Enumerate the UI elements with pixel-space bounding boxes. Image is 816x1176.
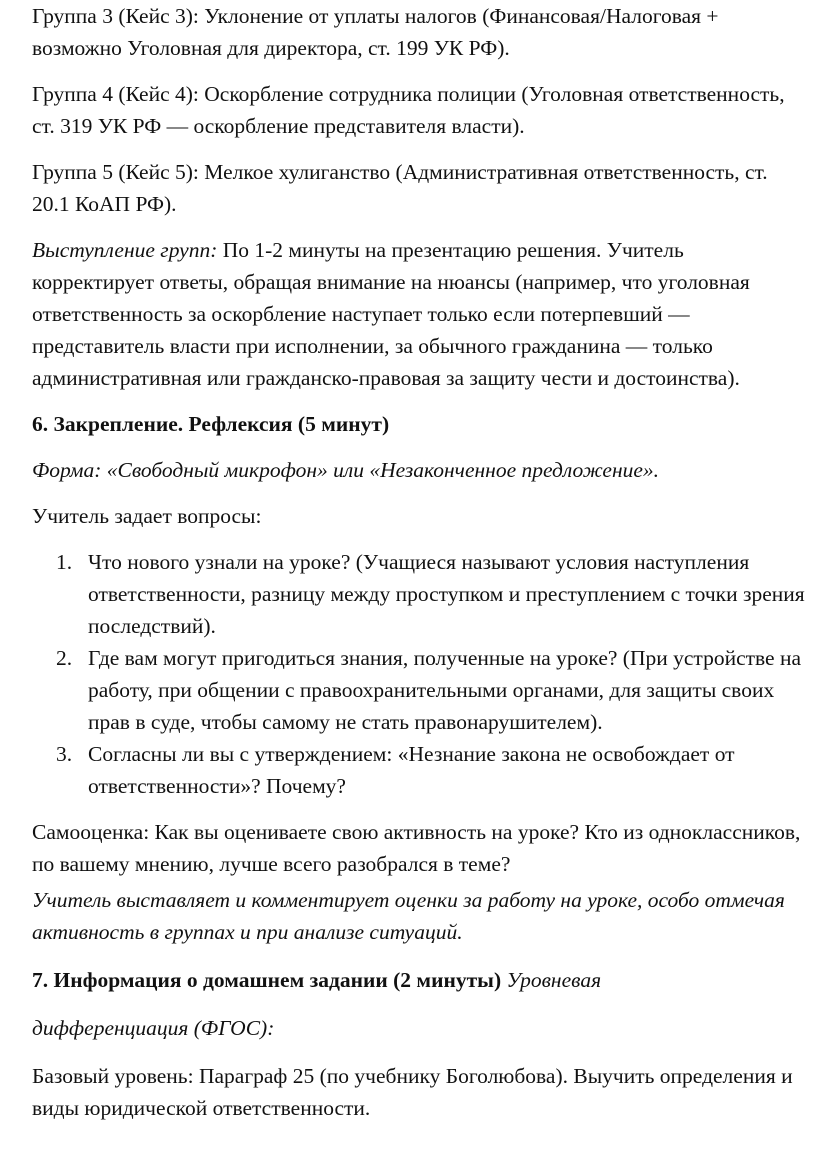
self-assessment-paragraph: Самооценка: Как вы оцениваете свою активность на уроке? Кто из одноклассников, по вашему мнению, лучше всего разобрался в теме?: [32, 820, 801, 876]
presentation-text: По 1-2 минуты на презентацию решения. Учитель корректирует ответы, обращая внимание на нюансы (например, что уголовная ответственность за оскорбление наступает только если потерпевший — представитель власти при исполнении, за обычного гражданина — только административная или гражданско-правовая за защиту чести и достоинства).: [32, 238, 750, 390]
teacher-note-paragraph: Учитель выставляет и комментирует оценки за работу на уроке, особо отмечая активность в группах и при анализе ситуаций.: [32, 888, 785, 944]
group-3-paragraph: Группа 3 (Кейс 3): Уклонение от уплаты налогов (Финансовая/Налоговая + возможно Уголовная для директора, ст. 199 УК РФ).: [32, 4, 719, 60]
group-5-paragraph: Группа 5 (Кейс 5): Мелкое хулиганство (Административная ответственность, ст. 20.1 КоАП РФ).: [32, 160, 768, 216]
section-7-subtitle-part2: дифференциация (ФГОС):: [32, 1016, 275, 1040]
list-item-text: Что нового узнали на уроке? (Учащиеся называют условия наступления ответственности, разницу между проступком и преступлением с точки зрения последствий).: [88, 550, 805, 638]
section-7-heading: [32, 964, 808, 996]
presentation-paragraph: [32, 234, 808, 394]
document-page: [32, 0, 808, 1124]
list-item-text: Согласны ли вы с утверждением: «Незнание закона не освобождает от ответственности»? Почему?: [88, 742, 735, 798]
list-item-number: 3.: [56, 742, 73, 766]
list-item-number: 1.: [56, 550, 73, 574]
section-7-subtitle-part1: Уровневая: [506, 968, 602, 992]
group-4-paragraph: Группа 4 (Кейс 4): Оскорбление сотрудника полиции (Уголовная ответственность, ст. 319 УК РФ — оскорбление представителя власти).: [32, 82, 785, 138]
list-item: [32, 738, 808, 802]
section-6-intro: Учитель задает вопросы:: [32, 504, 262, 528]
section-6-form: Форма: «Свободный микрофон» или «Незаконченное предложение».: [32, 458, 660, 482]
basic-level-paragraph: Базовый уровень: Параграф 25 (по учебнику Боголюбова). Выучить определения и виды юридической ответственности.: [32, 1064, 793, 1120]
section-6-heading: 6. Закрепление. Рефлексия (5 минут): [32, 412, 390, 436]
questions-list: [32, 546, 808, 802]
section-7-heading-text: 7. Информация о домашнем задании (2 минуты): [32, 968, 502, 992]
presentation-label: Выступление групп:: [32, 238, 218, 262]
list-item-text: Где вам могут пригодиться знания, полученные на уроке? (При устройстве на работу, при общении с правоохранительными органами, для защиты своих прав в суде, чтобы самому не стать правонарушителем).: [88, 646, 802, 734]
list-item-number: 2.: [56, 646, 73, 670]
list-item: [32, 642, 808, 738]
list-item: [32, 546, 808, 642]
